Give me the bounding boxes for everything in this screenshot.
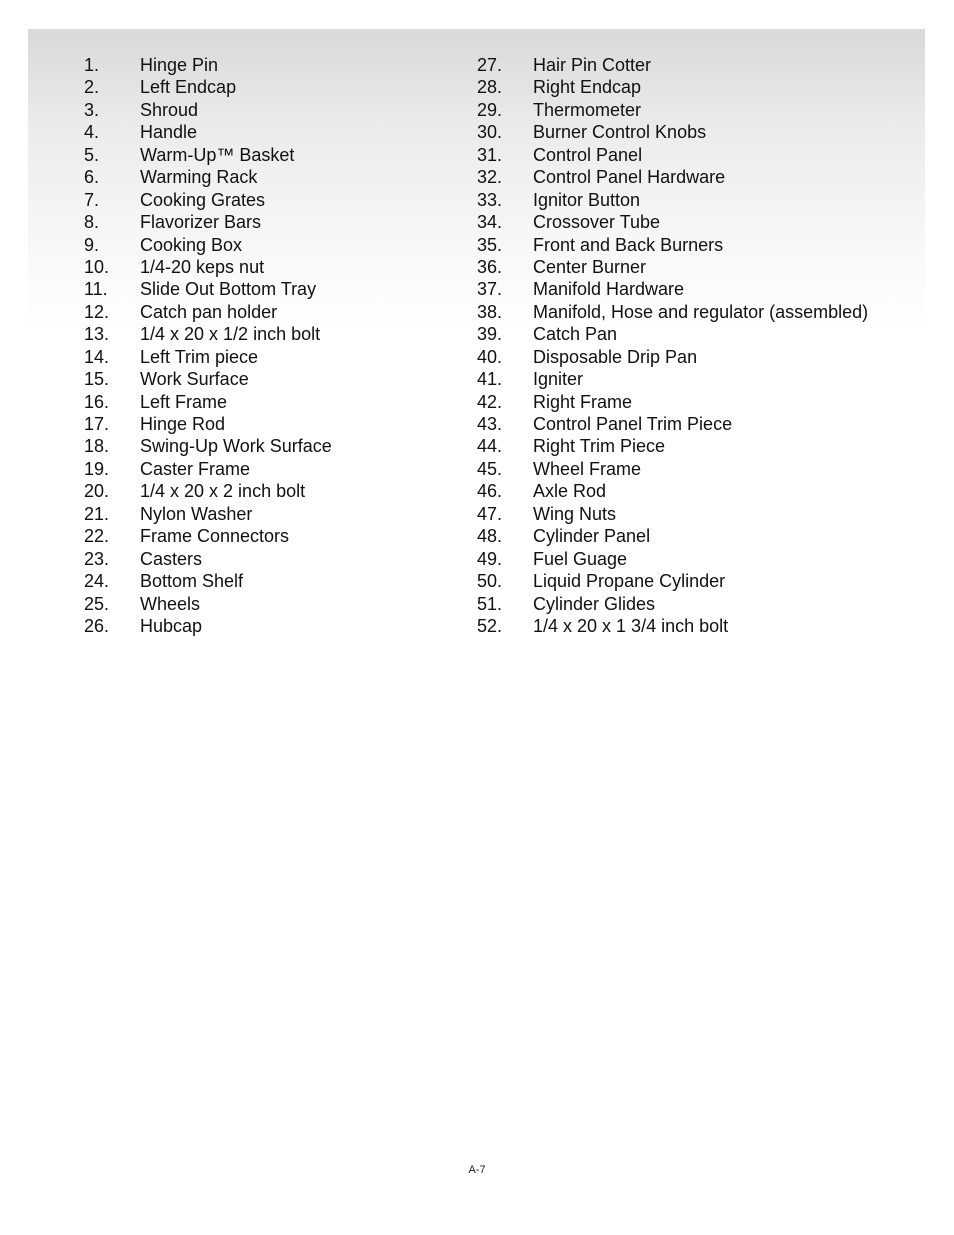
part-name: Disposable Drip Pan [533,346,698,367]
part-name: Manifold Hardware [533,279,685,300]
part-item [477,548,917,570]
part-item [84,480,464,502]
part-number: 13. [84,324,110,345]
part-item [84,368,464,390]
parts-list-right [477,54,917,637]
part-item [84,76,464,98]
part-number: 52. [477,615,503,636]
part-name: Fuel Guage [533,548,628,569]
part-item [477,458,917,480]
part-item [477,76,917,98]
part-number: 4. [84,122,100,143]
part-number: 36. [477,256,503,277]
part-item [477,301,917,323]
part-name: Control Panel Trim Piece [533,414,733,434]
part-number: 23. [84,548,110,569]
part-name: Control Panel Hardware [533,167,726,188]
part-number: 5. [84,144,100,165]
part-number: 28. [477,77,503,98]
part-item [477,323,917,345]
part-number: 44. [477,436,503,457]
part-name: 1/4 x 20 x 1 3/4 inch bolt [533,615,729,636]
part-number: 35. [477,234,503,255]
part-item [477,615,917,637]
part-item [84,391,464,413]
part-number: 48. [477,526,503,547]
part-number: 27. [477,55,503,75]
part-name: Ignitor Button [533,189,641,210]
part-number: 22. [84,526,110,547]
part-item [477,413,917,435]
part-number: 9. [84,234,100,255]
part-number: 42. [477,391,503,412]
part-item [477,525,917,547]
part-name: Left Endcap [140,77,237,98]
part-item [477,166,917,188]
part-item [477,234,917,256]
part-item [477,278,917,300]
part-name: 1/4 x 20 x 1/2 inch bolt [140,324,321,345]
part-name: Left Trim piece [140,346,259,367]
part-item [477,503,917,525]
part-item [84,323,464,345]
part-number: 12. [84,301,110,322]
part-item [477,211,917,233]
part-item [84,413,464,435]
part-number: 18. [84,436,110,457]
part-name: Warm-Up™ Basket [140,144,295,165]
parts-list-left [84,54,464,637]
part-number: 50. [477,571,503,592]
part-item [84,166,464,188]
part-item [84,189,464,211]
part-name: Center Burner [533,256,647,277]
part-number: 37. [477,279,503,300]
part-item [477,435,917,457]
part-number: 16. [84,391,110,412]
part-number: 1. [84,55,100,75]
part-name: Handle [140,122,198,143]
part-name: Nylon Washer [140,503,253,524]
part-name: Manifold, Hose and regulator (assembled) [533,301,869,322]
part-item [477,99,917,121]
part-number: 3. [84,99,100,120]
part-item [477,480,917,502]
part-item [84,435,464,457]
part-number: 21. [84,503,110,524]
part-name: Work Surface [140,369,249,390]
part-name: Right Endcap [533,77,642,98]
part-name: Axle Rod [533,481,607,502]
part-number: 45. [477,458,503,479]
part-name: Burner Control Knobs [533,122,707,143]
part-name: Cylinder Glides [533,593,656,614]
part-name: 1/4 x 20 x 2 inch bolt [140,481,306,502]
part-item [84,346,464,368]
part-number: 29. [477,99,503,120]
part-number: 43. [477,414,503,434]
part-name: Shroud [140,99,199,120]
part-item [84,548,464,570]
part-number: 17. [84,414,110,434]
part-name: Igniter [533,369,584,390]
part-name: 1/4-20 keps nut [140,256,265,277]
part-name: Left Frame [140,391,228,412]
part-number: 34. [477,212,503,233]
part-name: Catch pan holder [140,301,278,322]
part-item [84,525,464,547]
part-name: Wheels [140,593,201,614]
part-item [477,54,917,76]
part-item [477,346,917,368]
part-number: 2. [84,77,100,98]
part-number: 30. [477,122,503,143]
part-number: 20. [84,481,110,502]
part-name: Flavorizer Bars [140,212,262,233]
part-item [84,458,464,480]
page-number: A-7 [468,1164,486,1176]
part-name: Wing Nuts [533,503,617,524]
part-name: Hinge Rod [140,414,226,434]
part-number: 40. [477,346,503,367]
part-item [84,615,464,637]
part-name: Caster Frame [140,458,251,479]
part-item [84,278,464,300]
part-number: 14. [84,346,110,367]
part-number: 6. [84,167,100,188]
part-name: Control Panel [533,144,643,165]
part-name: Right Frame [533,391,633,412]
part-number: 25. [84,593,110,614]
part-number: 51. [477,593,503,614]
part-number: 33. [477,189,503,210]
part-number: 31. [477,144,503,165]
part-item [84,503,464,525]
part-number: 10. [84,256,110,277]
part-name: Cylinder Panel [533,526,651,547]
part-item [477,144,917,166]
part-item [84,144,464,166]
part-item [84,301,464,323]
part-item [84,256,464,278]
part-item [84,121,464,143]
part-name: Slide Out Bottom Tray [140,279,317,300]
part-number: 39. [477,324,503,345]
part-number: 41. [477,369,503,390]
part-name: Hubcap [140,615,203,636]
part-name: Right Trim Piece [533,436,666,457]
part-name: Thermometer [533,99,642,120]
part-name: Hinge Pin [140,55,219,75]
part-number: 19. [84,458,110,479]
part-number: 46. [477,481,503,502]
part-item [477,391,917,413]
part-number: 47. [477,503,503,524]
part-name: Cooking Box [140,234,243,255]
part-number: 8. [84,212,100,233]
part-item [84,234,464,256]
part-name: Catch Pan [533,324,618,345]
part-item [477,368,917,390]
part-item [84,54,464,76]
part-item [477,189,917,211]
part-number: 7. [84,189,100,210]
part-item [84,211,464,233]
part-name: Frame Connectors [140,526,290,547]
part-name: Crossover Tube [533,212,661,233]
part-item [84,570,464,592]
part-item [84,99,464,121]
part-number: 26. [84,615,110,636]
part-item [477,570,917,592]
part-name: Swing-Up Work Surface [140,436,332,457]
part-name: Wheel Frame [533,458,642,479]
part-name: Casters [140,548,203,569]
part-name: Cooking Grates [140,189,266,210]
part-item [477,121,917,143]
part-number: 32. [477,167,503,188]
part-item [477,256,917,278]
part-number: 15. [84,369,110,390]
part-name: Front and Back Burners [533,234,724,255]
part-item [84,593,464,615]
part-name: Bottom Shelf [140,571,244,592]
part-name: Liquid Propane Cylinder [533,571,726,592]
part-number: 24. [84,571,110,592]
part-number: 38. [477,301,503,322]
part-name: Warming Rack [140,167,258,188]
part-item [477,593,917,615]
part-number: 11. [84,279,108,300]
part-name: Hair Pin Cotter [533,55,652,75]
part-number: 49. [477,548,503,569]
